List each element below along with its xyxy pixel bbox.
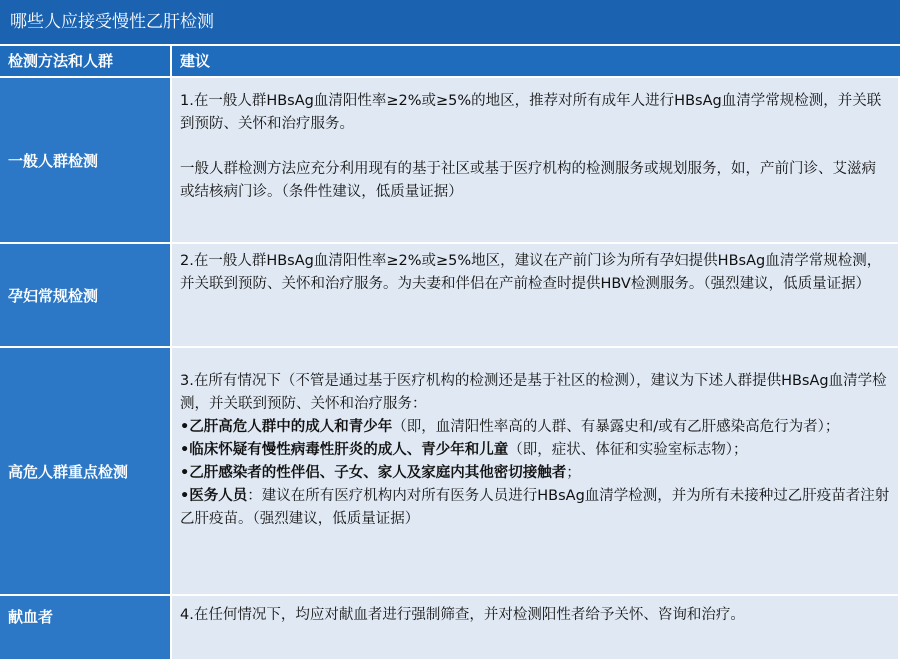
row-label-general: 一般人群检测 (0, 78, 170, 242)
bullet-2-bold: •临床怀疑有慢性病毒性肝炎的成人、青少年和儿童 (180, 442, 509, 458)
table-row-blood-donors (0, 596, 900, 659)
pregnant-advice: 2.在一般人群HBsAg血清阳性率≥2%或≥5%地区，建议在产前门诊为所有孕妇提供HBsAg血清学常规检测，并关联到预防、关怀和治疗服务。为夫妻和伴侣在产前检查时提供HBV检测服务。（强烈建议，低质量证据） (180, 253, 882, 292)
bullet-1-text: （即，血清阳性率高的人群、有暴露史和/或有乙肝感染高危行为者）； (392, 419, 840, 435)
row-label-pregnant: 孕妇常规检测 (0, 244, 170, 346)
bullet-2-text: （即，症状、体征和实验室标志物）； (508, 442, 748, 458)
bullet-4-text: ：建议在所有医疗机构内对所有医务人员进行HBsAg血清学检测，并为所有未接种过乙肝疫苗者注射乙肝疫苗。（强烈建议，低质量证据） (180, 488, 890, 527)
high-risk-intro: 3.在所有情况下（不管是通过基于医疗机构的检测还是基于社区的检测），建议为下述人群提供HBsAg血清学检测，并关联到预防、关怀和治疗服务： (180, 373, 887, 412)
table-row-high-risk (0, 348, 900, 594)
row-content-general (172, 78, 898, 242)
general-advice-2: 一般人群检测方法应充分利用现有的基于社区或基于医疗机构的检测服务或规划服务，如，产前门诊、艾滋病或结核病门诊。（条件性建议，低质量证据） (180, 161, 876, 200)
blood-donor-advice: 4.在任何情况下，均应对献血者进行强制筛查，并对检测阳性者给予关怀、咨询和治疗。 (180, 607, 745, 623)
row-content-high-risk (172, 348, 898, 594)
bullet-4-bold: •医务人员 (180, 488, 248, 504)
row-label-blood-donors: 献血者 (0, 596, 170, 659)
table-row-general (0, 78, 900, 242)
bullet-health-workers (180, 485, 890, 531)
header-method: 检测方法和人群 (0, 46, 170, 76)
bullet-close-contacts (180, 462, 890, 485)
bullet-1-bold: •乙肝高危人群中的成人和青少年 (180, 419, 393, 435)
header-advice: 建议 (172, 46, 900, 76)
page-title: 哪些人应接受慢性乙肝检测 (0, 0, 900, 44)
bullet-high-risk-adults (180, 416, 890, 439)
row-content-pregnant (172, 244, 898, 346)
bullet-suspected-hepatitis (180, 439, 890, 462)
row-content-blood-donors (172, 596, 898, 659)
table-row-pregnant (0, 244, 900, 346)
bullet-3-bold: •乙肝感染者的性伴侣、子女、家人及家庭内其他密切接触者 (180, 465, 567, 481)
general-advice-1: 1.在一般人群HBsAg血清阳性率≥2%或≥5%的地区，推荐对所有成年人进行HBsAg血清学常规检测，并关联到预防、关怀和治疗服务。 (180, 93, 882, 132)
table-header (0, 46, 900, 76)
row-label-high-risk: 高危人群重点检测 (0, 348, 170, 594)
bullet-3-text: ； (566, 465, 581, 481)
